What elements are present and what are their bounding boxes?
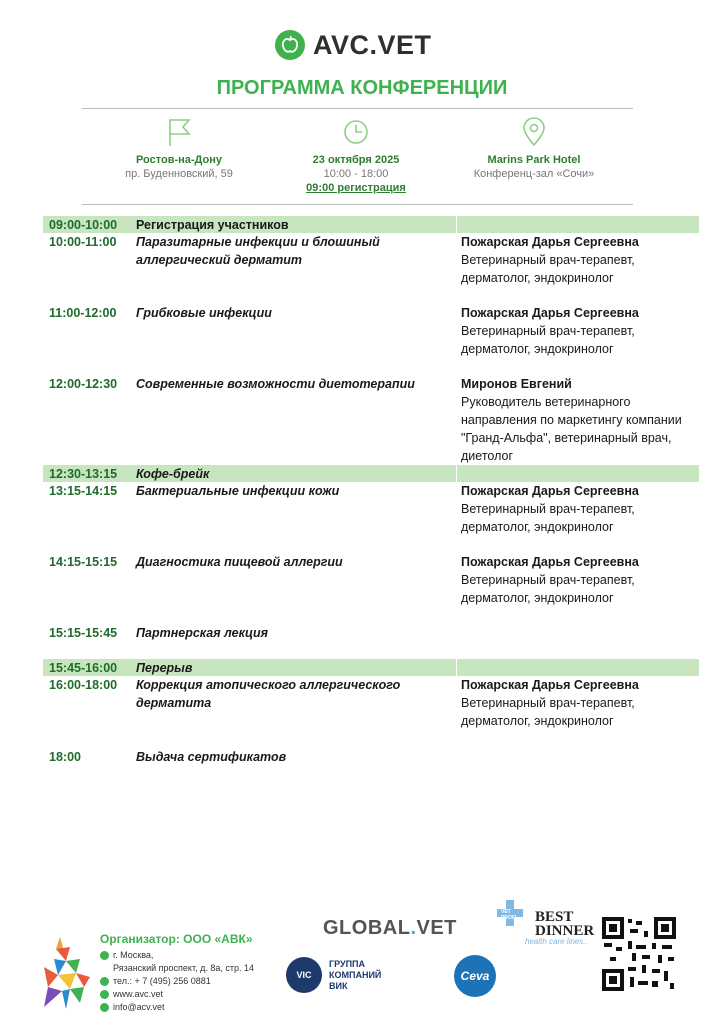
location-pin-icon [434,115,634,149]
row-time: 09:00-10:00 [49,218,118,232]
row-topic: Регистрация участников [136,218,289,232]
globalvet-logo: GLOBAL.VET [323,917,457,939]
row-topic: Бактериальные инфекции кожи [136,484,340,498]
schedule-row [43,553,699,624]
speaker-role: Руководитель ветеринарного направления по маркетингу компании "Гранд-Альфа", ветеринарный врач, диетолог [461,395,682,463]
schedule-row [43,233,699,304]
row-topic: Выдача сертификатов [136,750,287,764]
info-registration: 09:00 регистрация [306,182,406,194]
schedule-row [43,216,699,233]
row-topic: Паразитарные инфекции и блошиный аллергический дерматит [136,235,380,267]
row-time: 15:45-16:00 [49,661,118,675]
speaker-name: Пожарская Дарья Сергеевна [461,306,639,320]
row-time: 11:00-12:00 [49,306,117,320]
row-time: 12:00-12:30 [49,377,118,391]
speaker-name: Пожарская Дарья Сергеевна [461,555,639,569]
globe-icon [100,990,109,999]
info-venue [434,115,634,180]
row-time: 15:15-15:45 [49,626,118,640]
info-address: пр. Буденновский, 59 [125,168,233,180]
schedule-row [43,375,699,465]
qr-code-icon[interactable] [602,917,676,991]
unicorn-mascot-icon [36,937,94,1016]
info-location [79,115,279,180]
row-time: 16:00-18:00 [49,678,118,692]
speaker-name: Миронов Евгений [461,377,572,391]
row-topic: Перерыв [136,661,193,675]
schedule-row [43,659,699,676]
schedule-row [43,304,699,375]
organizer-block [100,932,254,1014]
info-hours: 10:00 - 18:00 [323,168,389,180]
schedule-row [43,482,699,553]
flag-icon [79,115,279,149]
apple-icon [275,30,305,60]
row-time: 13:15-14:15 [49,484,118,498]
row-topic: Кофе-брейк [136,467,210,481]
info-hotel: Marins Park Hotel [487,154,581,166]
speaker-role: Ветеринарный врач-терапевт, дерматолог, эндокринолог [461,573,635,605]
speaker-role: Ветеринарный врач-терапевт, дерматолог, эндокринолог [461,324,635,356]
phone-icon [100,977,109,986]
divider-top [82,108,633,109]
row-topic: Коррекция атопического аллергического дерматита [136,678,401,710]
organizer-city: г. Москва, [113,950,154,960]
schedule-row [43,748,699,766]
ceva-logo: Ceva [454,955,496,997]
organizer-phone[interactable]: тел.: + 7 (495) 256 0881 [113,976,211,986]
schedule-row [43,624,699,659]
vik-badge-icon: VIC [286,957,322,993]
organizer-site[interactable]: www.avc.vet [113,989,164,999]
info-city: Ростов-на-Дону [135,154,223,166]
speaker-role: Ветеринарный врач-терапевт, дерматолог, эндокринолог [461,502,635,534]
location-pin-icon [100,951,109,960]
schedule-row [43,676,699,748]
organizer-street: Рязанский проспект, д. 8а, стр. 14 [113,963,255,973]
brand-name: AVC.VET [313,29,432,60]
organizer-title: Организатор: ООО «АВК» [100,932,253,946]
row-topic: Партнерская лекция [136,626,269,640]
clock-icon [256,115,456,149]
email-icon [100,1003,109,1012]
schedule-table [43,216,699,766]
row-time: 14:15-15:15 [49,555,118,569]
row-time: 10:00-11:00 [49,235,117,249]
row-topic: Грибковые инфекции [136,306,272,320]
page-title: ПРОГРАММА КОНФЕРЕНЦИИ [216,77,508,99]
vik-group-logo: VIC ГРУППА КОМПАНИЙ ВИК [286,957,381,993]
row-time: 12:30-13:15 [49,467,118,481]
info-date-text: 23 октября 2025 [312,154,400,166]
info-date [256,115,456,194]
avc-vet-logo [275,28,432,62]
schedule-row [43,465,699,482]
row-topic: Диагностика пищевой аллергии [136,555,343,569]
speaker-name: Пожарская Дарья Сергеевна [461,484,639,498]
row-time: 18:00 [49,750,81,764]
speaker-name: Пожарская Дарья Сергеевна [461,235,639,249]
speaker-role: Ветеринарный врач-терапевт, дерматолог, эндокринолог [461,696,635,728]
row-topic: Современные возможности диетотерапии [136,377,415,391]
speaker-role: Ветеринарный врач-терапевт, дерматолог, эндокринолог [461,253,635,285]
divider-bottom [82,204,633,205]
organizer-email[interactable]: info@acv.vet [113,1002,165,1012]
info-hall: Конференц-зал «Сочи» [473,168,595,180]
speaker-name: Пожарская Дарья Сергеевна [461,678,639,692]
